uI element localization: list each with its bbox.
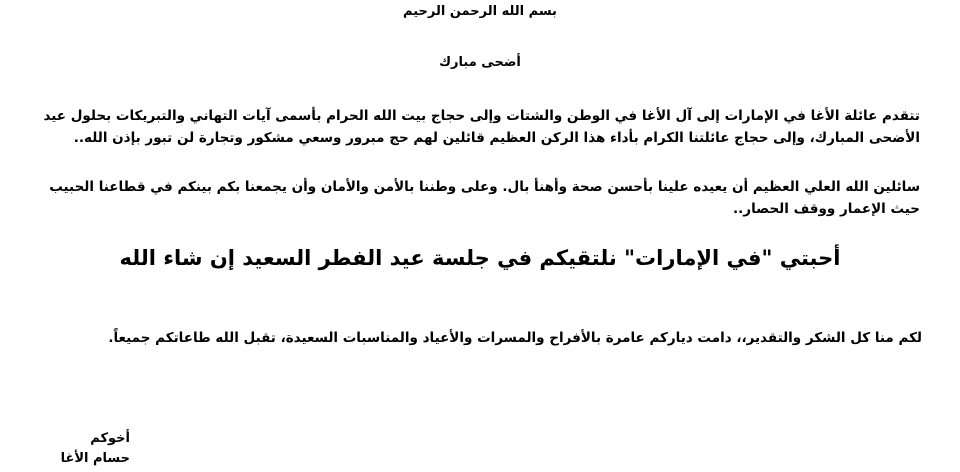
thanks-paragraph: لكم منا كل الشكر والتقدير،، دامت دياركم عامرة بالأفراح والمسرات والأعياد والمناسبات السعيدة، تقبل الله طاعاتكم جميعاً. — [108, 330, 922, 346]
congratulations-paragraph — [40, 105, 920, 149]
prayer-paragraph — [40, 176, 920, 220]
paragraph-line: الأضحى المبارك، وإلى حجاج عائلتنا الكرام بأداء هذا الركن العظيم قائلين لهم حج مبرور وسعي مشكور وتجارة لن تبور بإذن الله.. — [73, 130, 920, 146]
invitation-headline: أحبتي "في الإمارات" نلتقيكم في جلسة عيد الفطر السعيد إن شاء الله — [119, 246, 841, 270]
basmala-heading: بسم الله الرحمن الرحيم — [403, 4, 557, 19]
signoff-line: أخوكم — [90, 431, 130, 446]
paragraph-line: حيث الإعمار ووقف الحصار.. — [733, 201, 920, 217]
paragraph-line: سائلين الله العلي العظيم أن يعيده علينا بأحسن صحة وأهنأ بال. وعلى وطننا بالأمن والأمان وأن يجمعنا بكم بينكم في قطاعنا الحبيب — [49, 179, 920, 195]
greeting-title: أضحى مبارك — [439, 55, 521, 70]
paragraph-line: تتقدم عائلة الأغا في الإمارات إلى آل الأغا في الوطن والشتات وإلى حجاج بيت الله الحرام بأسمى آيات التهاني والتبريكات بحلول عيد — [43, 108, 920, 124]
signer-name: حسام الأغا — [60, 451, 130, 466]
signature-block — [40, 429, 130, 469]
